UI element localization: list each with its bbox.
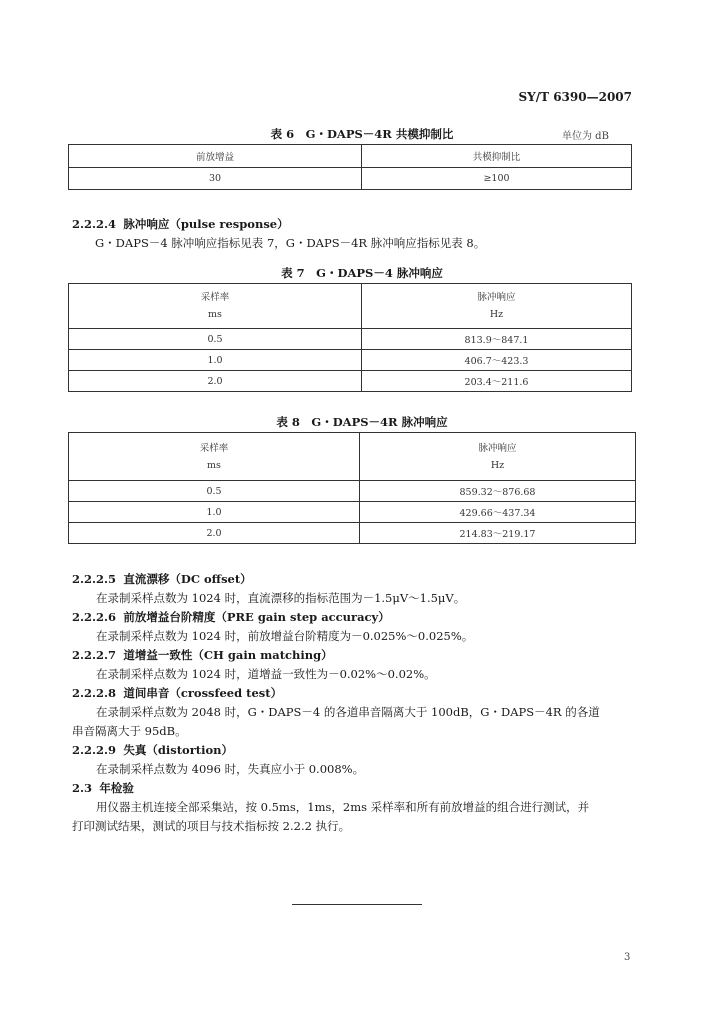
- section-2225-text: 在录制采样点数为 1024 时，直流漂移的指标范围为－1.5μV～1.5μV。: [96, 591, 466, 605]
- table7: [68, 283, 632, 392]
- table6-cell: ≥100: [362, 168, 632, 190]
- section-title: 道间串音（crossfeed test）: [123, 686, 283, 700]
- section-number: 2.3: [72, 781, 93, 795]
- sections-block: [72, 570, 652, 836]
- section-23-text: 用仪器主机连接全部采集站，按 0.5ms，1ms，2ms 采样率和所有前放增益的组合进行测试，并: [96, 800, 590, 814]
- table6-cell: 30: [69, 168, 362, 190]
- section-2228-heading: [72, 684, 652, 703]
- table8-cell: 2.0: [69, 523, 360, 544]
- section-2229-heading: [72, 741, 652, 760]
- section-2225-heading: [72, 570, 652, 589]
- header-unit: ms: [207, 459, 221, 471]
- table-row: [69, 329, 632, 350]
- section-2226-heading: [72, 608, 652, 627]
- table-row: [69, 168, 632, 190]
- table8-cell: 0.5: [69, 481, 360, 502]
- table8-header-response: [360, 433, 636, 481]
- section-title: 道增益一致性（CH gain matching）: [123, 648, 333, 662]
- table6-caption: 表 6 G・DAPS－4R 共模抑制比: [270, 127, 454, 141]
- table-row: [69, 481, 636, 502]
- table-row: [69, 502, 636, 523]
- section-number: 2.2.2.9: [72, 743, 117, 757]
- table-row: [69, 371, 632, 392]
- standard-code: SY/T 6390—2007: [518, 90, 632, 104]
- header-unit: Hz: [489, 309, 504, 320]
- table6-header-gain: 前放增益: [69, 145, 362, 168]
- section-title: 脉冲响应（pulse response）: [123, 217, 289, 231]
- table8: [68, 432, 636, 544]
- table7-header-response: [362, 284, 632, 329]
- header-unit: ms: [208, 309, 222, 320]
- section-2224-text: G・DAPS－4 脉冲响应指标见表 7，G・DAPS－4R 脉冲响应指标见表 8。: [95, 236, 486, 250]
- table7-cell: 1.0: [69, 350, 362, 371]
- table7-cell: 813.9～847.1: [362, 329, 632, 350]
- table-row: [69, 523, 636, 544]
- table6-header-cmrr: 共模抑制比: [362, 145, 632, 168]
- section-2226-text: 在录制采样点数为 1024 时，前放增益台阶精度为－0.025%～0.025%。: [96, 629, 474, 643]
- section-2224-heading: [72, 215, 289, 234]
- section-2228-text: 在录制采样点数为 2048 时，G・DAPS－4 的各道串音隔离大于 100dB，G・DAPS－4R 的各道: [96, 705, 600, 719]
- section-title: 直流漂移（DC offset）: [123, 572, 252, 586]
- header-unit: Hz: [490, 459, 505, 471]
- table7-caption: 表 7 G・DAPS－4 脉冲响应: [281, 266, 443, 280]
- table7-cell: 2.0: [69, 371, 362, 392]
- table7-header-rate: [69, 284, 362, 329]
- header-label: 脉冲响应: [477, 292, 516, 303]
- section-number: 2.2.2.8: [72, 686, 117, 700]
- table8-cell: 429.66～437.34: [360, 502, 636, 523]
- section-title: 前放增益台阶精度（PRE gain step accuracy）: [123, 610, 390, 624]
- table7-cell: 0.5: [69, 329, 362, 350]
- section-title: 年检验: [99, 781, 134, 795]
- table-row: [69, 350, 632, 371]
- section-number: 2.2.2.6: [72, 610, 117, 624]
- header-label: 采样率: [200, 292, 230, 303]
- section-2229-text: 在录制采样点数为 4096 时，失真应小于 0.008%。: [96, 762, 365, 776]
- table8-caption: 表 8 G・DAPS－4R 脉冲响应: [276, 415, 448, 429]
- section-23-text-cont: 打印测试结果，测试的项目与技术指标按 2.2.2 执行。: [72, 819, 351, 833]
- section-2227-heading: [72, 646, 652, 665]
- table8-cell: 1.0: [69, 502, 360, 523]
- section-title: 失真（distortion）: [123, 743, 233, 757]
- section-2227-text: 在录制采样点数为 1024 时，道增益一致性为－0.02%～0.02%。: [96, 667, 436, 681]
- end-divider: [292, 904, 422, 905]
- section-number: 2.2.2.4: [72, 217, 117, 231]
- table7-cell: 203.4～211.6: [362, 371, 632, 392]
- section-number: 2.2.2.7: [72, 648, 117, 662]
- table8-cell: 214.83～219.17: [360, 523, 636, 544]
- table8-header-rate: [69, 433, 360, 481]
- section-number: 2.2.2.5: [72, 572, 117, 586]
- table6: [68, 144, 632, 190]
- section-2228-text-cont: 串音隔离大于 95dB。: [72, 724, 187, 738]
- section-23-heading: [72, 779, 652, 798]
- table8-cell: 859.32～876.68: [360, 481, 636, 502]
- table7-cell: 406.7～423.3: [362, 350, 632, 371]
- header-label: 脉冲响应: [478, 442, 517, 454]
- page-number: 3: [624, 952, 631, 963]
- table6-unit: 单位为 dB: [562, 131, 609, 142]
- header-label: 采样率: [199, 442, 229, 454]
